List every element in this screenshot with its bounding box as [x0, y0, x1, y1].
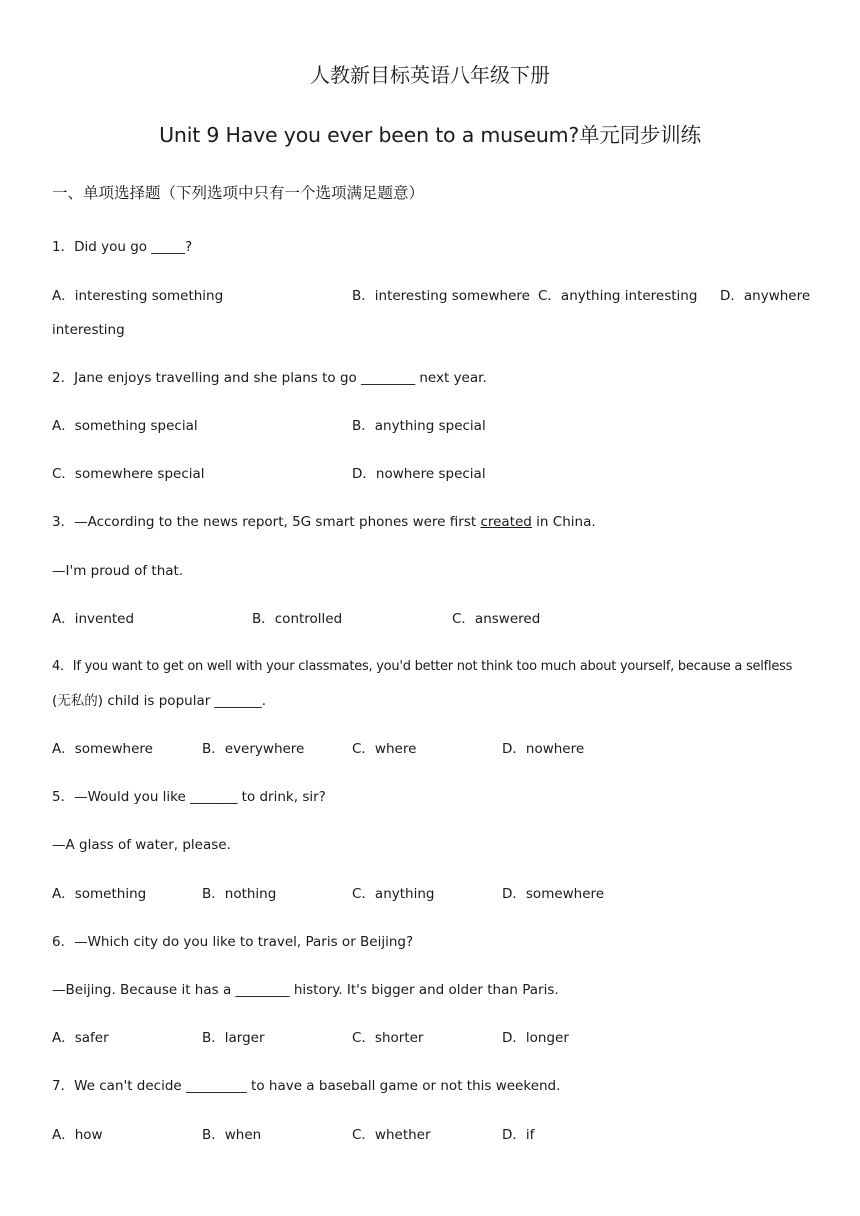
question-3-option-a: A．invented: [52, 611, 135, 627]
section-heading: 一、单项选择题（下列选项中只有一个选项满足题意）: [52, 184, 425, 202]
question-1-option-b: B．interesting somewhere: [352, 288, 530, 304]
question-1-option-c: C．anything interesting: [538, 288, 698, 304]
question-2-option-b: B．anything special: [352, 418, 486, 434]
document-title: 人教新目标英语八年级下册: [310, 63, 550, 87]
question-3-stem-start: 3．—According to the news report, 5G smart phones were first: [52, 514, 481, 530]
question-4-stem: 4．If you want to get on well with your classmates, you'd better not think too much about yourself, because a selfless: [52, 659, 793, 674]
question-7-option-c: C．whether: [352, 1127, 431, 1143]
question-2-option-c: C．somewhere special: [52, 466, 205, 482]
question-7-option-b: B．when: [202, 1127, 262, 1143]
question-2-stem: 2．Jane enjoys travelling and she plans to go ________ next year.: [52, 370, 487, 386]
question-1-stem: 1．Did you go _____?: [52, 239, 193, 255]
question-3-stem: [52, 513, 596, 531]
question-4-stem-continued: (无私的) child is popular _______.: [52, 693, 267, 709]
question-1-option-a: A．interesting something: [52, 288, 224, 304]
question-3-underlined-word: created: [480, 514, 532, 530]
question-7-option-a: A．how: [52, 1127, 103, 1143]
question-1-option-d: D．anywhere: [720, 288, 811, 304]
question-4-option-c: C．where: [352, 741, 417, 757]
question-6-option-c: C．shorter: [352, 1030, 424, 1046]
question-7-option-d: D．if: [502, 1127, 535, 1143]
question-5-option-c: C．anything: [352, 886, 435, 902]
question-6-option-b: B．larger: [202, 1030, 265, 1046]
question-3-option-b: B．controlled: [252, 611, 343, 627]
question-7-stem: 7．We can't decide _________ to have a baseball game or not this weekend.: [52, 1078, 561, 1094]
document-subtitle: Unit 9 Have you ever been to a museum?单元同步训练: [159, 123, 701, 147]
question-4-option-d: D．nowhere: [502, 741, 585, 757]
question-5-option-b: B．nothing: [202, 886, 277, 902]
question-3-reply: —I'm proud of that.: [52, 563, 184, 579]
question-4-option-b: B．everywhere: [202, 741, 305, 757]
question-6-stem: 6．—Which city do you like to travel, Paris or Beijing?: [52, 934, 414, 950]
question-3-option-c: C．answered: [452, 611, 541, 627]
question-3-stem-end: in China.: [531, 514, 596, 530]
question-5-option-a: A．something: [52, 886, 147, 902]
question-5-stem: 5．—Would you like _______ to drink, sir?: [52, 789, 326, 805]
question-2-option-a: A．something special: [52, 418, 198, 434]
question-6-option-d: D．longer: [502, 1030, 569, 1046]
question-4-option-a: A．somewhere: [52, 741, 153, 757]
question-2-option-d: D．nowhere special: [352, 466, 486, 482]
question-5-reply: —A glass of water, please.: [52, 837, 231, 853]
question-5-option-d: D．somewhere: [502, 886, 605, 902]
question-1-option-d-continued: interesting: [52, 322, 125, 338]
question-6-option-a: A．safer: [52, 1030, 109, 1046]
question-6-reply: —Beijing. Because it has a ________ history. It's bigger and older than Paris.: [52, 982, 559, 998]
